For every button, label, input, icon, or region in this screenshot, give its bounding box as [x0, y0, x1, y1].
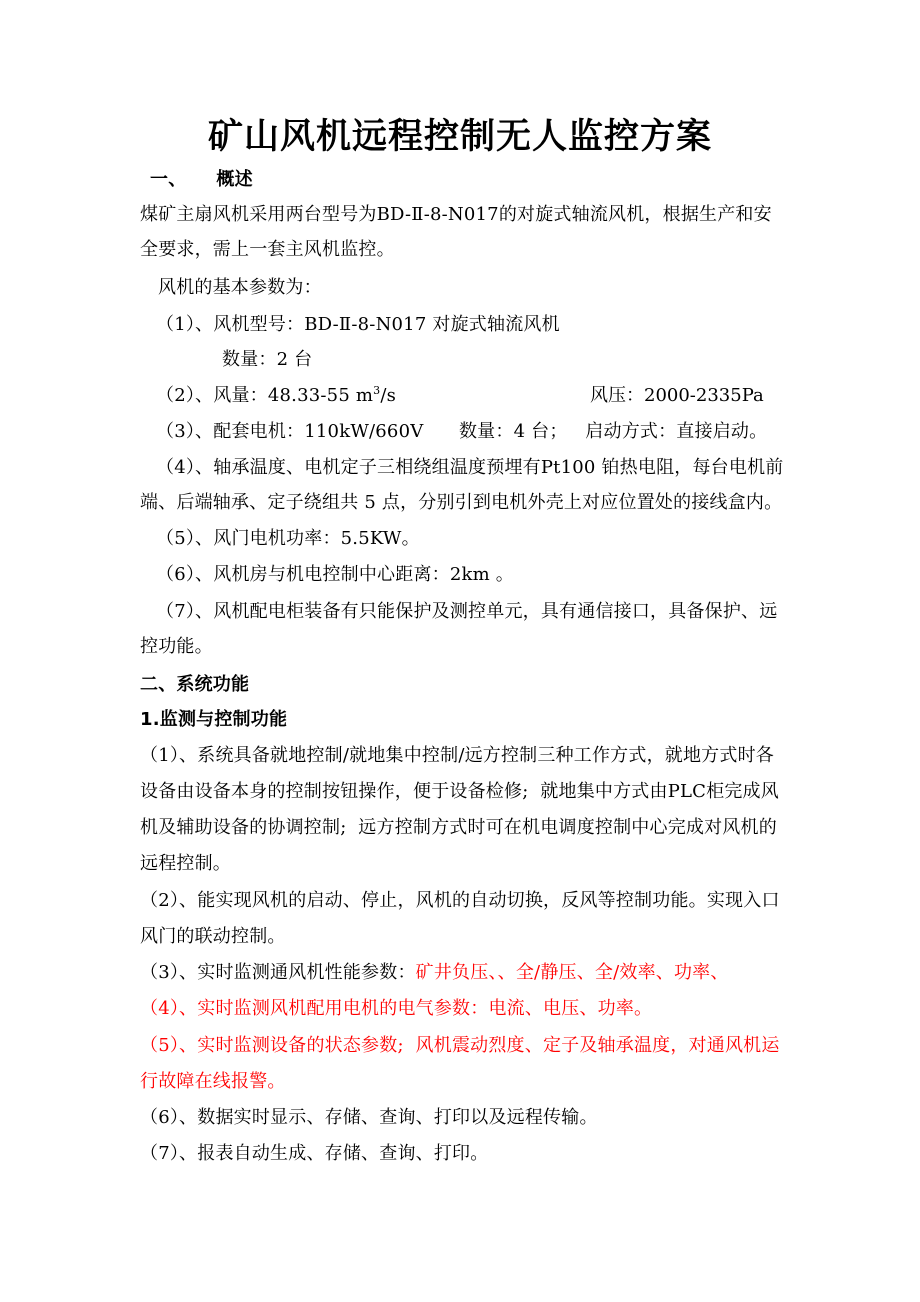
function-1-line-2: 设备由设备本身的控制按钮操作，便于设备检修; 就地集中方式由PLC柜完成风: [140, 781, 779, 802]
param-1-quantity: 数量：2 台: [222, 349, 313, 370]
function-7: （7）、报表自动生成、存储、查询、打印。: [140, 1143, 489, 1164]
function-1-line-4: 远程控制。: [140, 853, 231, 874]
section-1-heading: [150, 168, 782, 192]
param-4-line-2: 端、后端轴承、定子绕组共 5 点，分别引到电机外壳上对应位置处的接线盒内。: [140, 492, 783, 513]
intro-line-1: 煤矿主扇风机采用两台型号为BD-Ⅱ-8-N017的对旋式轴流风机，根据生产和安: [140, 204, 772, 225]
function-2-line-1: （2）、能实现风机的启动、停止，风机的自动切换，反风等控制功能。实现入口: [140, 890, 780, 911]
function-5-line-1: （5）、实时监测设备的状态参数; 风机震动烈度、定子及轴承温度，对通风机运: [140, 1035, 780, 1056]
param-6: （6）、风机房与机电控制中心距离：2km 。: [156, 564, 514, 585]
param-7-line-1: （7）、风机配电柜装备有只能保护及测控单元，具有通信接口，具备保护、远: [156, 601, 778, 622]
param-2-unit: /s: [380, 385, 397, 406]
function-5-line-2: 行故障在线报警。: [140, 1071, 286, 1092]
param-1: （1）、风机型号：BD-Ⅱ-8-N017 对旋式轴流风机: [156, 314, 560, 335]
intro-line-2: 全要求，需上一套主风机监控。: [140, 239, 395, 260]
params-label: 风机的基本参数为：: [158, 277, 322, 298]
function-3-label: （3）、实时监测通风机性能参数：: [140, 962, 416, 983]
param-2-pressure: 风压：2000-2335Pa: [590, 385, 764, 406]
function-3: [140, 961, 782, 985]
param-4-line-1: （4）、轴承温度、电机定子三相绕组温度预埋有Pt100 铂热电阻，每台电机前: [156, 457, 784, 478]
section-1-number: 一、: [150, 169, 187, 190]
param-3: （3）、配套电机：110kW/660V 数量：4 台； 启动方式：直接启动。: [156, 421, 768, 442]
document-title: 矿山风机远程控制无人监控方案: [207, 117, 712, 157]
param-2-airflow: （2）、风量：48.33-55 m: [156, 385, 374, 406]
function-2-line-2: 风门的联动控制。: [140, 926, 286, 947]
subsection-1-heading: 1.监测与控制功能: [140, 709, 288, 730]
function-1-line-1: （1）、系统具备就地控制/就地集中控制/远方控制三种工作方式，就地方式时各: [140, 745, 774, 766]
section-1-title: 概述: [216, 169, 253, 190]
param-5: （5）、风门电机功率：5.5KW。: [156, 528, 420, 549]
function-6: （6）、数据实时显示、存储、查询、打印以及远程传输。: [140, 1107, 598, 1128]
function-1-line-3: 机及辅助设备的协调控制; 远方控制方式时可在机电调度控制中心完成对风机的: [140, 817, 777, 838]
function-3-highlight: 矿井负压、、全/静压、全/效率、功率、: [415, 962, 729, 983]
function-4: （4）、实时监测风机配用电机的电气参数：电流、电压、功率。: [140, 998, 653, 1019]
param-7-line-2: 控功能。: [140, 636, 213, 657]
section-2-heading: 二、系统功能: [140, 674, 250, 695]
param-2-unit-superscript: 3: [373, 384, 381, 397]
